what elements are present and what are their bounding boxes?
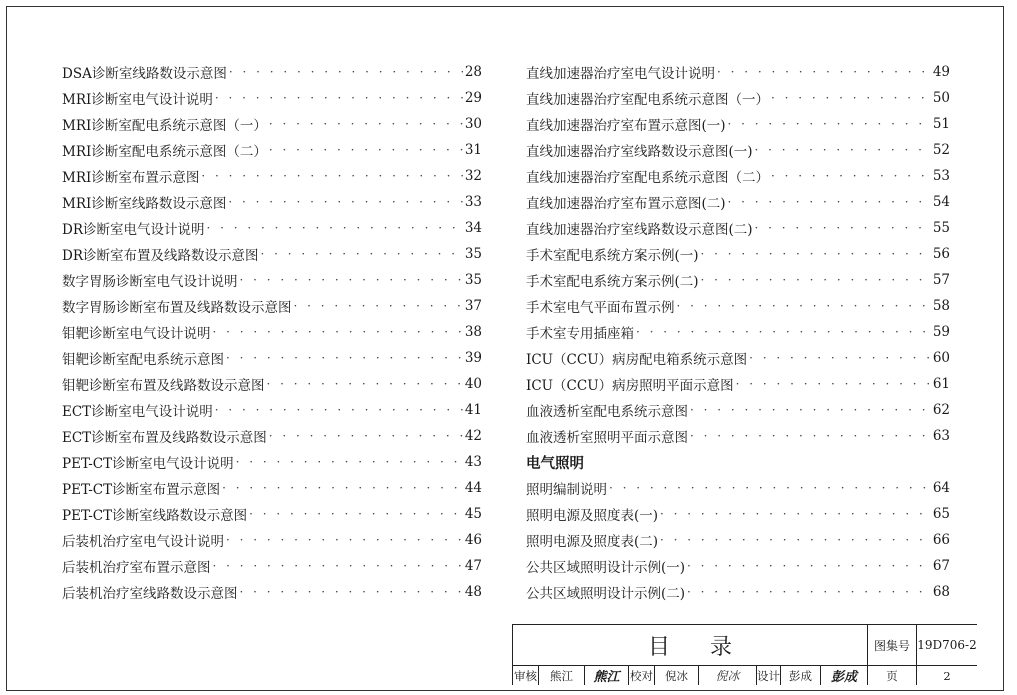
review-label: 审核 [513, 666, 539, 685]
toc-entry-title: ECT诊断室电气设计说明 [62, 404, 213, 420]
toc-entry-page: 32 [464, 168, 482, 184]
toc-entry-title: 数字胃肠诊断室电气设计说明 [62, 274, 238, 290]
toc-entry-page: 61 [932, 376, 950, 392]
toc-entry [62, 579, 482, 605]
dot-leader [226, 533, 463, 547]
toc-entry [62, 527, 482, 553]
dot-leader [215, 403, 463, 417]
toc-entry-title: 照明编制说明 [526, 482, 607, 498]
toc-entry-title: 照明电源及照度表(一) [526, 508, 659, 524]
toc-entry-page: 44 [464, 480, 482, 496]
toc-entry-title: PET-CT诊断室电气设计说明 [62, 456, 234, 472]
dot-leader [717, 65, 931, 79]
toc-entry-title: 手术室专用插座箱 [526, 326, 634, 342]
dot-leader [736, 377, 931, 391]
toc-entry [526, 423, 950, 449]
toc-entry-page: 35 [464, 272, 482, 288]
toc-entry-page: 38 [464, 324, 482, 340]
toc-entry [62, 163, 482, 189]
toc-entry [526, 475, 950, 501]
toc-entry-page: 28 [464, 64, 482, 80]
dot-leader [213, 325, 463, 339]
toc-entry-page: 34 [464, 220, 482, 236]
toc-entry-page: 67 [932, 558, 950, 574]
toc-entry [62, 215, 482, 241]
toc-entry-title: 直线加速器治疗室配电系统示意图（一） [526, 92, 769, 108]
dot-leader [749, 351, 931, 365]
toc-entry-title: MRI诊断室配电系统示意图（一） [62, 118, 267, 134]
toc-entry-title: MRI诊断室线路数设示意图 [62, 196, 227, 212]
dot-leader [229, 65, 463, 79]
design-signature: 彭成 [821, 666, 868, 685]
toc-entry-page: 48 [464, 584, 482, 600]
toc-entry [62, 267, 482, 293]
toc-entry [526, 293, 950, 319]
toc-entry [62, 501, 482, 527]
toc-entry-title: 手术室配电系统方案示例(二) [526, 274, 699, 290]
toc-entry [526, 189, 950, 215]
toc-entry-title: DR诊断室电气设计说明 [62, 222, 205, 238]
toc-entry-title: 后装机治疗室线路数设示意图 [62, 586, 238, 602]
dot-leader [207, 221, 463, 235]
check-signature: 倪冰 [699, 666, 757, 685]
toc-entry-page: 30 [464, 116, 482, 132]
toc-entry-page: 35 [464, 246, 482, 262]
toc-entry-title: 直线加速器治疗室线路数设示意图(二) [526, 222, 753, 238]
toc-entry-title: MRI诊断室布置示意图 [62, 170, 200, 186]
dot-leader [249, 507, 463, 521]
toc-entry [526, 345, 950, 371]
toc-entry [526, 527, 950, 553]
dot-leader [215, 91, 463, 105]
toc-entry-page: 60 [932, 350, 950, 366]
toc-entry-title: ICU（CCU）病房配电箱系统示意图 [526, 352, 748, 368]
toc-entry-title: MRI诊断室配电系统示意图（二） [62, 144, 267, 160]
toc-entry-page: 68 [932, 584, 950, 600]
toc-entry-page: 49 [932, 64, 950, 80]
toc-entry-page: 43 [464, 454, 482, 470]
dot-leader [236, 455, 463, 469]
design-label: 设计 [757, 666, 781, 685]
toc-entry [62, 397, 482, 423]
dot-leader [226, 351, 463, 365]
dot-leader [660, 507, 931, 521]
dot-leader [228, 195, 462, 209]
toc-entry-title: 直线加速器治疗室配电系统示意图（二） [526, 170, 769, 186]
toc-entry-page: 47 [464, 558, 482, 574]
toc-entry [526, 267, 950, 293]
dot-leader [755, 143, 931, 157]
toc-entry [526, 579, 950, 605]
toc-entry-page: 41 [464, 402, 482, 418]
toc-entry [62, 423, 482, 449]
toc-entry [62, 553, 482, 579]
dot-leader [728, 117, 931, 131]
toc-entry-title: 公共区域照明设计示例(二) [526, 586, 686, 602]
toc-entry-title: PET-CT诊断室布置示意图 [62, 482, 221, 498]
toc-entry-page: 33 [464, 194, 482, 210]
toc-entry [62, 111, 482, 137]
dot-leader [660, 533, 931, 547]
toc-entry [526, 215, 950, 241]
toc-entry-title: 直线加速器治疗室电气设计说明 [526, 66, 715, 82]
toc-entry-page: 40 [464, 376, 482, 392]
toc-entry-page: 51 [932, 116, 950, 132]
dot-leader [771, 169, 931, 183]
dot-leader [609, 481, 931, 495]
dot-leader [701, 273, 931, 287]
toc-entry [526, 85, 950, 111]
toc-entry [526, 397, 950, 423]
dot-leader [267, 377, 463, 391]
toc-entry-title: 后装机治疗室电气设计说明 [62, 534, 224, 550]
dot-leader [261, 247, 463, 261]
toc-entry-page: 58 [932, 298, 950, 314]
toc-entry [62, 189, 482, 215]
dot-leader [201, 169, 462, 183]
toc-entry-page: 31 [464, 142, 482, 158]
toc-entry-title: 直线加速器治疗室布置示意图(二) [526, 196, 726, 212]
toc-entry-title: 钼靶诊断室配电系统示意图 [62, 352, 224, 368]
toc-entry-page: 64 [932, 480, 950, 496]
toc-entry-page: 50 [932, 90, 950, 106]
page-number: 2 [943, 668, 951, 683]
toc-entry-page: 57 [932, 272, 950, 288]
toc-entry [526, 137, 950, 163]
toc-entry [526, 163, 950, 189]
title-block [512, 624, 977, 685]
toc-entry-title: 直线加速器治疗室布置示意图(一) [526, 118, 726, 134]
dot-leader [269, 117, 463, 131]
check-label: 校对 [629, 666, 655, 685]
toc-entry [526, 111, 950, 137]
toc-heading-text: 电气照明 [526, 454, 584, 472]
toc-entry-page: 39 [464, 350, 482, 366]
toc-entry-page: 56 [932, 246, 950, 262]
toc-entry [526, 319, 950, 345]
dot-leader [690, 429, 931, 443]
toc-entry [62, 345, 482, 371]
atlas-number-value: 19D706-2 [917, 638, 977, 652]
toc-section-heading [526, 449, 950, 475]
toc-entry [526, 371, 950, 397]
toc-entry-title: PET-CT诊断室线路数设示意图 [62, 508, 248, 524]
toc-entry [526, 501, 950, 527]
toc-entry-page: 52 [932, 142, 950, 158]
signature-row [513, 666, 977, 685]
dot-leader [690, 403, 931, 417]
toc-entry-page: 65 [932, 506, 950, 522]
toc-entry-page: 66 [932, 532, 950, 548]
dot-leader [222, 481, 463, 495]
dot-leader [701, 247, 931, 261]
dot-leader [240, 585, 463, 599]
toc-left-column [62, 59, 482, 605]
toc-entry-title: 血液透析室配电系统示意图 [526, 404, 688, 420]
toc-entry-page: 63 [932, 428, 950, 444]
dot-leader [687, 585, 931, 599]
toc-right-column [526, 59, 950, 605]
dot-leader [771, 91, 931, 105]
toc-entry-page: 29 [464, 90, 482, 106]
toc-entry-title: 钼靶诊断室电气设计说明 [62, 326, 211, 342]
toc-entry-title: 数字胃肠诊断室布置及线路数设示意图 [62, 300, 292, 316]
dot-leader [677, 299, 931, 313]
atlas-number-label: 图集号 [868, 625, 917, 665]
toc-entry-page: 46 [464, 532, 482, 548]
toc-entry-page: 55 [932, 220, 950, 236]
dot-leader [687, 559, 931, 573]
toc-entry-page: 53 [932, 168, 950, 184]
dot-leader [269, 429, 463, 443]
toc-entry-title: 钼靶诊断室布置及线路数设示意图 [62, 378, 265, 394]
dot-leader [213, 559, 463, 573]
toc-entry-title: 直线加速器治疗室线路数设示意图(一) [526, 144, 753, 160]
toc-entry-page: 37 [464, 298, 482, 314]
toc-entry-page: 45 [464, 506, 482, 522]
review-name: 熊江 [539, 666, 585, 685]
dot-leader [240, 273, 463, 287]
toc-entry [526, 553, 950, 579]
toc-entry-title: 手术室配电系统方案示例(一) [526, 248, 699, 264]
toc-entry-title: DR诊断室布置及线路数设示意图 [62, 248, 259, 264]
check-name: 倪冰 [655, 666, 699, 685]
dot-leader [728, 195, 931, 209]
toc-entry [62, 475, 482, 501]
page-label: 页 [868, 666, 917, 685]
dot-leader [294, 299, 463, 313]
toc-entry-page: 42 [464, 428, 482, 444]
toc-entry-title: MRI诊断室电气设计说明 [62, 92, 213, 108]
toc-entry [526, 241, 950, 267]
toc-entry-title: ICU（CCU）病房照明平面示意图 [526, 378, 734, 394]
review-signature: 熊江 [585, 666, 629, 685]
toc-entry [62, 449, 482, 475]
toc-entry-page: 54 [932, 194, 950, 210]
toc-entry-title: 手术室电气平面布置示例 [526, 300, 675, 316]
dot-leader [269, 143, 463, 157]
title-block-main-title: 目录 [513, 625, 868, 665]
toc-entry [62, 59, 482, 85]
toc-entry [62, 319, 482, 345]
toc-entry-title: 照明电源及照度表(二) [526, 534, 659, 550]
toc-entry-title: 后装机治疗室布置示意图 [62, 560, 211, 576]
toc-entry-page: 59 [932, 324, 950, 340]
toc-entry [62, 293, 482, 319]
toc-entry [62, 371, 482, 397]
toc-entry-title: DSA诊断室线路数设示意图 [62, 66, 227, 82]
dot-leader [636, 325, 931, 339]
dot-leader [755, 221, 931, 235]
toc-entry [62, 137, 482, 163]
toc-entry-title: 血液透析室照明平面示意图 [526, 430, 688, 446]
toc-entry [526, 59, 950, 85]
toc-entry [62, 85, 482, 111]
toc-entry-page: 62 [932, 402, 950, 418]
design-name: 彭成 [781, 666, 821, 685]
toc-entry [62, 241, 482, 267]
toc-entry-title: ECT诊断室布置及线路数设示意图 [62, 430, 267, 446]
toc-entry-title: 公共区域照明设计示例(一) [526, 560, 686, 576]
